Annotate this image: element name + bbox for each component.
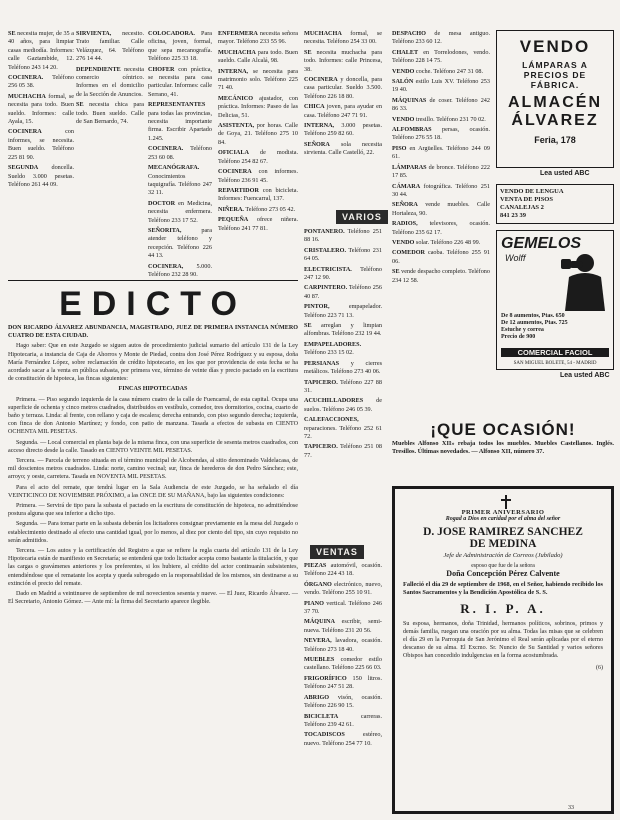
ad-gemelos-shop: COMERCIAL FACIOL [501,348,609,357]
classified-ad: VENDO solar. Teléfono 226 48 99. [392,238,481,246]
edicto-paragraph: Hago saber: Que en este Juzgado se siguen autos de procedimiento judicial sumario del artículo 131 de la Ley Hipotecaria, a instancia de Caja de Ahorros y Monte de Piedad, contra don José Pérez Rodríguez y su esposa, doña María Fernández López, sobre reclamación de crédito hipotecario, en los que por providencia de esta fecha se ha acordado sacar a la venta en pública subasta, por primera vez, término de veinte días y precio pactado en la escritura de constitución de hipoteca, las fincas siguientes: [8,343,298,383]
classified-ad: SEÑORA vende muebles. Calle Hortaleza, 90. [392,201,490,217]
classified-ad: PISO en Argüelles. Teléfono 244 09 61. [392,144,490,161]
classified-ad: REPARTIDOR con bicicleta. Informes: Fuencarral, 137. [218,186,298,203]
obituary-rip: R. I. P. A. [460,601,546,616]
obituary-body: Su esposa, hermanos, doña Trinidad, hermanos políticos, sobrinos, primos y demás familia, ruegan una oración por su alma. Todas las misas que se celebren el día 29 en la Parroquia de San Jerónimo el Real serán aplicadas por el eterno descanso de su alma. El Excmo. Sr. Nuncio de Su Santidad y varios señores Obispos han concedido indulgencias en la forma acostumbrada. [403,621,603,659]
classified-ad: SEGUNDA doncella. Sueldo 3.000 pesetas. Teléfono 261 44 09. [8,164,74,188]
obituary-died: Falleció el día 29 de septiembre de 1968, en el Señor, habiendo recibido los Santos Sacramentos y la Bendición Apostólica de S. S. [403,581,603,596]
edicto-subheading: FINCAS HIPOTECADAS [118,386,188,393]
ad-gemelos-price-line: Precio de 900 [501,334,536,340]
ventas-list [304,562,382,812]
ad-small-line: VENTA DE PISOS [500,196,553,203]
varios-ad: ACUCHILLADORES de suelos. Teléfono 246 05 39. [304,397,382,413]
obituary-spouse-intro: esposo que fue de la señora [471,563,535,569]
classified-ad: RADIOS, televisores, ocasión. Teléfono 235 62 17. [392,220,490,236]
edicto-paragraph: Dado en Madrid a veintinueve de septiembre de mil novecientos sesenta y nueve. — El Juez, Ricardo Álvarez. — El Secretario, Antonio Gómez. — Ante mí: la firma del Secretario aparece ilegible. [8,591,298,606]
classified-ad: SEÑORITA, para atender teléfono y recepción. Teléfono 226 44 13. [148,226,212,260]
ventas-ad: ABRIGO visón, ocasión. Teléfono 226 90 15. [304,693,382,710]
ad-gemelos-footer: Lea usted ABC [560,372,610,379]
varios-ad: CALEFACCIONES, reparaciones. Teléfono 252 61 72. [304,416,382,440]
top-divider [8,280,298,281]
ad-vendo-brand-1: ALMACÉN [508,94,602,111]
ad-vendo-brand-2: ÁLVAREZ [511,112,599,129]
edicto-paragraph: Tercera. — Parcela de terreno situada en el término municipal de Alcobendas, al sitio denominado Valdelacasa, de mil doscientos metros cuadrados. Linda: norte, camino vecinal; sur, finca de herederos de don Pedro Sánchez; este, arroyo; y oeste, carretera. Tasada en NOVENTA MIL PESETAS. [8,458,298,481]
ad-vendo-address: Feria, 178 [534,135,576,145]
classified-ad: SE necesita muchacha para todo. Informes: calle Princesa, 38. [304,48,382,73]
classified-ad: DESPACHO de mesa antiguo. Teléfono 233 60 12. [392,30,490,46]
classified-ad: MUCHACHA para todo. Buen sueldo. Calle Alcalá, 98. [218,48,298,65]
varios-ad: PERSIANAS y cierres metálicos. Teléfono 273 40 06. [304,359,382,376]
ad-gemelos-price-line: De 12 aumentos, Ptas. 725 [501,320,568,326]
classifieds-column-2 [148,30,212,278]
ad-gemelos-prices [501,313,609,341]
binoculars-man-illustration [555,249,609,311]
ad-gemelos-shop-address: SAN MIGUEL BOLETE, 54 - MADRID [513,361,597,366]
varios-ad: SE arreglan y limpian alfombras. Teléfono 232 19 44. [304,322,382,338]
ventas-ad: NEVERA, lavadora, ocasión. Teléfono 273 18 40. [304,637,382,653]
varios-ad: EMPAPELADORES. Teléfono 233 15 02. [304,340,362,357]
ventas-ad: ÓRGANO electrónico, nuevo, vendo. Teléfono 255 10 91. [304,580,382,597]
ventas-ad: MUEBLES comedor estilo castellano. Teléfono 225 66 03. [304,656,382,672]
page-mark: 33 [568,805,574,811]
classified-ad: ALFOMBRAS persas, ocasión. Teléfono 276 55 18. [392,126,490,142]
classified-ad: SE vende despacho completo. Teléfono 234 12 58. [392,268,490,284]
classifieds-column-1 [8,30,74,278]
varios-ad: ELECTRICISTA. Teléfono 247 12 90. [304,265,382,282]
classified-ad: INTERNA, se necesita para matrimonio solo. Teléfono 225 71 40. [218,67,298,92]
classified-ad: ENFERMERA necesita señora mayor. Teléfono 233 55 96. [218,30,298,46]
varios-ad: TAPICERO. Teléfono 251 08 77. [304,443,382,459]
edicto-body [8,324,298,607]
classified-ad: REPRESENTANTES para todas las provincias, necesita importante firma. Escribir Apartado 1.245. [148,101,212,142]
classified-ad: SE necesita mujer, de 35 a 40 años, para limpiar casas mediodía. Informes: calle Gaztambide, 12. Teléfono 243 14 20. [8,30,74,71]
classified-ad: VENDO coche. Teléfono 247 31 08. [392,67,484,75]
ventas-ad: MÁQUINA escribir, semi-nueva. Teléfono 231 20 56. [304,618,382,634]
ad-vendo-sub-2: PRECIOS DE [523,70,587,80]
classified-ad: COCINERA. Teléfono 253 60 08. [148,145,212,161]
ad-small-line: CANALEJAS 2 [500,204,544,211]
classified-ad: CHALET en Torrelodones, vendo. Teléfono 228 14 75. [392,48,490,65]
ocasion-ad [392,420,614,480]
varios-ad: TAPICERO. Teléfono 227 88 31. [304,378,382,394]
varios-ad: CRISTALERO. Teléfono 231 64 05. [304,246,382,263]
ad-gemelos-title: GEMELOS [501,235,582,252]
classified-ad: NIÑERA. Teléfono 273 05 42. [218,205,296,213]
cross-icon [501,495,511,509]
varios-header: VARIOS [336,210,388,224]
obituary-header: PRIMER ANIVERSARIO [461,509,545,516]
edicto-paragraph: Segunda. — Para tomar parte en la subasta deberán los licitadores consignar previamente en la mesa del Juzgado o establecimiento destinado al efecto una cantidad igual, por lo menos, al diez por ciento del tipo, sin cuyo requisito no serán admitidos. [8,521,298,544]
edicto-title: EDICTO [59,285,247,323]
ventas-ad: TOCADISCOS estéreo, nuevo. Teléfono 254 77 10. [304,731,382,747]
ventas-ad: BICICLETA carreras. Teléfono 239 42 61. [304,712,382,728]
classifieds-column-5 [392,30,490,418]
classified-ad: MUCHACHA formal, se necesita. Teléfono 254 33 00. [304,30,382,46]
classified-ad: COCINERA con informes, se necesita. Buen sueldo. Teléfono 225 81 90. [8,128,74,161]
ocasion-text: Muebles Alfonso XII» rebaja todos los muebles. Muebles Castellanos. Inglés. Tresillos. Últimas novedades. — Alfonso XII, número 37. [392,440,614,456]
edicto-paragraph: Tercera. — Los autos y la certificación del Registro a que se refiere la regla cuarta del artículo 131 de la Ley Hipotecaria están de manifiesto en Secretaría; se entenderá que todo licitador acepta como bastante la titulación, y que las cargas o gravámenes anteriores y los preferentes, si los hubiere, al crédito del actor continuarán subsistentes, entendiéndose que el rematante los acepta y queda subrogado en la responsabilidad de los mismos, sin destinarse a su extinción el precio del remate. [8,548,298,587]
classified-ad: INTERNA, 3.000 pesetas. Teléfono 259 82 60. [304,122,382,138]
ad-vendo-lamparas [496,30,614,168]
edicto-section [8,284,298,814]
obituary-name-1: D. JOSE RAMIREZ SANCHEZ [423,526,583,538]
classified-ad: CÁMARA fotográfica. Teléfono 251 30 44. [392,182,490,198]
classified-ad: CHOFER con práctica, se necesita para casa particular. Informes: calle Serrano, 41. [148,65,212,98]
classified-ad: COCINERA. Teléfono 256 05 38. [8,74,74,90]
classified-ad: ASISTENTA, por horas. Calle de Goya, 21. Teléfono 275 10 84. [218,122,298,146]
classified-ad: COCINERA con informes. Teléfono 236 91 45. [218,168,298,184]
classified-ad: MUCHACHA formal, se necesita para todo. Buen sueldo. Informes: calle Ayala, 15. [8,92,74,126]
ocasion-title: ¡QUE OCASIÓN! [430,420,576,439]
ad-gemelos-price-line: Estuche y correa [501,327,544,333]
ventas-header: VENTAS [310,545,364,559]
classified-ad: CHICA joven, para ayudar en casa. Teléfono 247 71 91. [304,103,382,119]
edicto-paragraph: Primera. — Piso segundo izquierda de la casa número cuatro de la calle de Fuencarral, de esta capital. Ocupa una superficie de ochenta y cinco metros cuadrados, distribuidos en vestíbulo, comedor, tres dormitorios, cocina, cuarto de baño y terraza. Linda: al frente, con rellano y caja de escalera; derecha entrando, con piso segundo derecha; izquierda, con finca de don Antonio Martínez; y fondo, con patio de manzana. Tasada a efectos de subasta en CIENTO OCHENTA MIL PESETAS. [8,396,298,436]
obituary-signature: (6) [596,664,603,671]
classifieds-column-1b [76,30,144,278]
ad-vendo-sub-3: FÁBRICA. [530,80,580,90]
ad-small-line: VENDO DE LENGUA [500,188,564,195]
obituary-pray: Rogad a Dios en caridad por el alma del señor [445,516,561,522]
classified-ad: MÁQUINAS de coser. Teléfono 242 86 33. [392,96,490,113]
ad-gemelos-price-line: De 8 aumentos, Ptas. 650 [501,313,565,319]
classified-ad: SALÓN estilo Luis XV. Teléfono 253 19 40. [392,78,490,94]
ventas-ad: FRIGORÍFICO 150 litros. Teléfono 247 51 28. [304,674,382,691]
ventas-ad: PIEZAS automóvil, ocasión. Teléfono 224 43 18. [304,562,382,578]
classified-ad: LÁMPARAS de bronce. Teléfono 222 17 85. [392,163,490,180]
obituary-box [392,486,614,814]
ad-gemelos [496,230,614,370]
classified-ad: VENDO tresillo. Teléfono 231 70 02. [392,115,486,123]
ad-vendo-sub-1: LÁMPARAS A [522,60,588,70]
classified-ad: COMEDOR caoba. Teléfono 255 91 06. [392,249,490,265]
classified-ad: COCINERA, 5.000. Teléfono 232 28 90. [148,262,212,278]
ad-small-line: 841 23 39 [500,212,526,219]
obituary-name-2: DE MEDINA [469,538,537,550]
classified-ad: DOCTOR en Medicina, necesita enfermera. Teléfono 233 17 52. [148,199,212,224]
classified-ad: SEÑORA sola necesita sirvienta. Calle Castelló, 22. [304,140,382,157]
classifieds-column-3 [218,30,298,278]
edicto-paragraph: DON RICARDO ÁLVAREZ ABUNDANCIA, MAGISTRADO, JUEZ DE PRIMERA INSTANCIA NÚMERO CUATRO DE ESTA CIUDAD. [8,325,298,340]
ad-vendo-title: VENDO [519,37,591,56]
classified-ad: COCINERA y doncella, para casa particular. Sueldo 3.500. Teléfono 226 18 80. [304,76,382,100]
ad-gemelos-brand: Wolff [505,253,526,263]
ad-vendo-footer: Lea usted ABC [540,170,590,177]
classified-ad: OFICIALA de modista. Teléfono 254 82 67. [218,149,298,165]
classified-ad: MECANÓGRAFA. Conocimientos taquigrafía. Teléfono 247 32 11. [148,164,212,197]
obituary-spouse: Doña Concepción Pérez Calvente [446,569,560,578]
varios-ad: CARPINTERO. Teléfono 256 40 87. [304,284,382,300]
classifieds-column-4 [304,30,382,200]
classified-ad: SIRVIENTA, necesito. Trato familiar. Calle Velázquez, 64. Teléfono 276 14 44. [76,30,144,63]
classified-ad: MECÁNICO ajustador, con práctica. Informes: Paseo de las Delicias, 51. [218,94,298,119]
ventas-ad: PIANO vertical. Teléfono 246 37 70. [304,599,382,616]
varios-ad: PINTOR, empapelador. Teléfono 223 71 13. [304,303,382,319]
edicto-paragraph: Primera. — Servirá de tipo para la subasta el pactado en la escritura de constitución de hipoteca, no admitiéndose postura alguna que sea inferior a dicho tipo. [8,503,298,518]
classified-ad: DEPENDIENTE necesita comercio céntrico. Informes en el domicilio de la Sección de Anuncios. [76,65,144,98]
classified-ad: SE necesita chica para todo. Buen sueldo. Calle de San Bernardo, 74. [76,101,144,126]
edicto-paragraph: Para el acto del remate, que tendrá lugar en la Sala Audiencia de este Juzgado, se ha señalado el día VEINTICINCO DE NOVIEMBRE PRÓXIMO, a las ONCE DE SU MAÑANA, bajo las siguientes condiciones: [8,484,298,499]
classified-ad: PEQUEÑA ofrece niñera. Teléfono 241 77 81. [218,216,298,232]
classified-ad: COLOCADORA. Para oficina, joven, formal, que sepa mecanografía. Teléfono 225 33 18. [148,30,212,63]
ad-small-pisos [496,184,614,224]
obituary-role: Jefe de Administración de Correos (Jubilado) [443,552,563,559]
edicto-paragraph: Segunda. — Local comercial en planta baja de la misma finca, con una superficie de sesenta metros cuadrados, con acceso directo desde la calle. Tasado en CIENTO VEINTE MIL PESETAS. [8,439,298,454]
varios-ad: PONTANERO. Teléfono 251 88 16. [304,228,382,244]
varios-list [304,228,382,528]
